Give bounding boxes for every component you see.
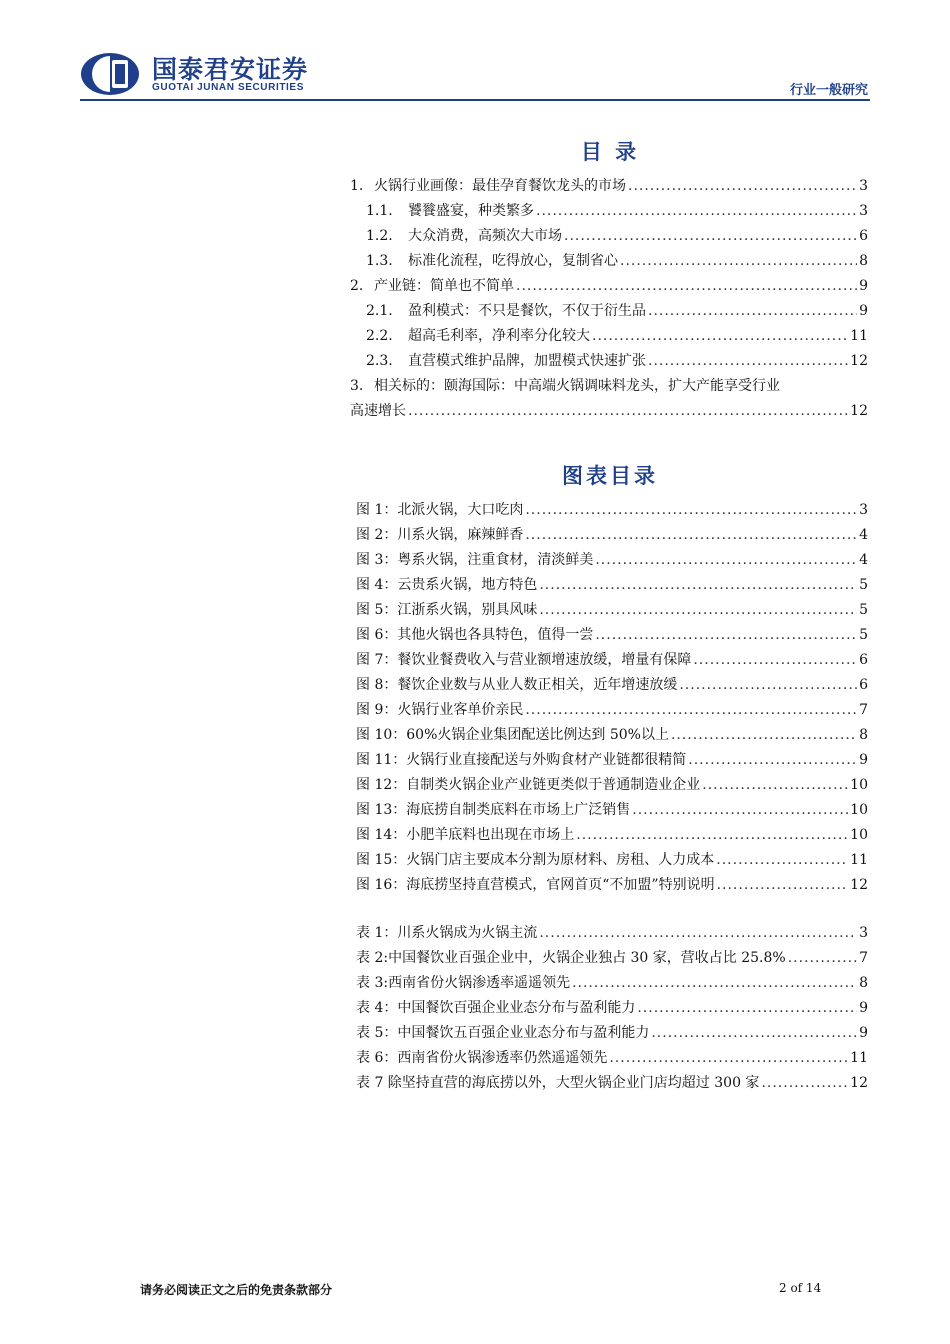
figure-entry-page: 10 xyxy=(850,802,868,818)
figure-entry-page: 6 xyxy=(859,652,868,668)
figure-entry-label: 图 9：火锅行业客单价亲民 xyxy=(356,702,524,718)
toc-entry[interactable] xyxy=(350,174,868,199)
figure-entry[interactable] xyxy=(356,573,868,598)
figure-entry-label: 图 7：餐饮业餐费收入与营业额增速放缓，增量有保障 xyxy=(356,652,692,668)
figure-entry[interactable] xyxy=(356,873,868,898)
table-entry-page: 8 xyxy=(859,975,868,991)
leader-dots xyxy=(628,174,857,199)
figures-index-title: 图表目录 xyxy=(562,464,658,488)
toc-entry-number: 2.1. xyxy=(366,303,393,319)
leader-dots xyxy=(595,623,857,648)
leader-dots xyxy=(609,1046,848,1071)
leader-dots xyxy=(536,199,857,224)
toc-entry[interactable] xyxy=(350,299,868,324)
toc-entry-number: 1.3. xyxy=(366,253,393,269)
toc-entry-label: 相关标的：颐海国际：中高端火锅调味料龙头，扩大产能享受行业 xyxy=(374,378,780,394)
toc-entry-page: 9 xyxy=(859,278,868,294)
page-header xyxy=(0,0,950,100)
table-entry-label: 表 5：中国餐饮五百强企业业态分布与盈利能力 xyxy=(356,1025,650,1041)
leader-dots xyxy=(761,1071,848,1096)
leader-dots xyxy=(592,324,848,349)
table-entry[interactable] xyxy=(356,971,868,996)
figure-entry-page: 12 xyxy=(850,877,868,893)
leader-dots xyxy=(671,723,857,748)
leader-dots xyxy=(688,748,857,773)
toc-entry-page: 12 xyxy=(850,353,868,369)
figure-entry-page: 11 xyxy=(850,852,868,868)
figure-entry-label: 图 12：自制类火锅企业产业链更类似于普通制造业企业 xyxy=(356,777,701,793)
figure-entry-label: 图 4：云贵系火锅，地方特色 xyxy=(356,577,538,593)
toc-entry-label: 盈利模式：不只是餐饮，不仅于衍生品 xyxy=(408,303,646,319)
figure-entry-label: 图 16：海底捞坚持直营模式，官网首页“不加盟”特别说明 xyxy=(356,877,715,893)
figure-entry[interactable] xyxy=(356,523,868,548)
leader-dots xyxy=(632,798,848,823)
figure-entry-label: 图 11：火锅行业直接配送与外购食材产业链都很精简 xyxy=(356,752,687,768)
figure-entry-page: 10 xyxy=(850,827,868,843)
figure-entry-page: 5 xyxy=(859,577,868,593)
table-entry-label: 表 2:中国餐饮业百强企业中，火锅企业独占 30 家，营收占比 25.8% xyxy=(356,950,786,966)
figure-entry[interactable] xyxy=(356,773,868,798)
leader-dots xyxy=(702,773,848,798)
figure-entry-page: 7 xyxy=(859,702,868,718)
disclaimer-note: 请务必阅读正文之后的免责条款部分 xyxy=(140,1283,333,1297)
figure-entry-page: 3 xyxy=(859,502,868,518)
toc-entry-number: 2.2. xyxy=(366,328,393,344)
table-entry-page: 9 xyxy=(859,1025,868,1041)
toc-entry-page: 12 xyxy=(850,403,868,419)
table-entry[interactable] xyxy=(356,1071,868,1096)
table-entry-page: 12 xyxy=(850,1075,868,1091)
toc-entry-number: 2.3. xyxy=(366,353,393,369)
figure-entry-page: 4 xyxy=(859,552,868,568)
table-of-contents xyxy=(350,174,868,424)
leader-dots xyxy=(539,598,857,623)
toc-entry-page: 11 xyxy=(850,328,868,344)
figure-entry[interactable] xyxy=(356,648,868,673)
table-entry[interactable] xyxy=(356,996,868,1021)
leader-dots xyxy=(408,399,848,424)
leader-dots xyxy=(572,971,857,996)
figure-entry[interactable] xyxy=(356,798,868,823)
figure-entry-page: 4 xyxy=(859,527,868,543)
toc-entry-label: 标准化流程，吃得放心，复制省心 xyxy=(408,253,618,269)
tables-index xyxy=(356,921,868,1096)
figure-entry-label: 图 1：北派火锅，大口吃肉 xyxy=(356,502,524,518)
toc-entry-number: 1.1. xyxy=(366,203,393,219)
leader-dots xyxy=(716,848,848,873)
figure-entry-label: 图 5：江浙系火锅，别具风味 xyxy=(356,602,538,618)
figure-entry-page: 5 xyxy=(859,627,868,643)
toc-entry-page: 9 xyxy=(859,303,868,319)
figure-entry-page: 8 xyxy=(859,727,868,743)
toc-entry-label-cont: 高速增长 xyxy=(350,403,406,419)
table-entry-label: 表 7 除坚持直营的海底捞以外，大型火锅企业门店均超过 300 家 xyxy=(356,1075,760,1091)
leader-dots xyxy=(648,299,857,324)
figure-entry[interactable] xyxy=(356,548,868,573)
figure-entry-label: 图 3：粤系火锅，注重食材，清淡鲜美 xyxy=(356,552,594,568)
figure-entry-label: 图 15：火锅门店主要成本分割为原材料、房租、人力成本 xyxy=(356,852,715,868)
table-entry-page: 7 xyxy=(859,950,868,966)
company-name-cn: 国泰君安证券 xyxy=(152,55,309,84)
leader-dots xyxy=(516,274,857,299)
figure-entry[interactable] xyxy=(356,623,868,648)
toc-entry-page: 3 xyxy=(859,203,868,219)
figure-entry[interactable] xyxy=(356,673,868,698)
table-entry-label: 表 1：川系火锅成为火锅主流 xyxy=(356,925,538,941)
table-entry-label: 表 4：中国餐饮百强企业业态分布与盈利能力 xyxy=(356,1000,636,1016)
toc-entry-number: 3. xyxy=(350,378,364,394)
toc-entry[interactable] xyxy=(350,324,868,349)
figure-entry-label: 图 6：其他火锅也各具特色，值得一尝 xyxy=(356,627,594,643)
guotai-junan-logo-icon xyxy=(80,52,140,96)
figure-entry-page: 6 xyxy=(859,677,868,693)
figure-entry-page: 10 xyxy=(850,777,868,793)
figure-entry-page: 9 xyxy=(859,752,868,768)
toc-entry[interactable] xyxy=(350,349,868,374)
toc-entry[interactable] xyxy=(350,199,868,224)
figure-entry-label: 图 10：60%火锅企业集团配送比例达到 50%以上 xyxy=(356,727,669,743)
figure-entry[interactable] xyxy=(356,748,868,773)
table-entry[interactable] xyxy=(356,1021,868,1046)
toc-entry[interactable] xyxy=(350,224,868,249)
figure-entry[interactable] xyxy=(356,498,868,523)
leader-dots xyxy=(539,921,857,946)
toc-entry-number: 1. xyxy=(350,178,364,194)
leader-dots xyxy=(679,673,857,698)
figure-entry[interactable] xyxy=(356,598,868,623)
toc-entry-number: 2. xyxy=(350,278,364,294)
leader-dots xyxy=(717,873,849,898)
page-number: 2 of 14 xyxy=(779,1281,822,1295)
toc-entry-page: 6 xyxy=(859,228,868,244)
toc-entry-label: 火锅行业画像：最佳孕育餐饮龙头的市场 xyxy=(374,178,626,194)
toc-entry-label: 直营模式维护品牌，加盟模式快速扩张 xyxy=(408,353,646,369)
toc-title: 目 录 xyxy=(580,140,640,164)
toc-entry-label: 大众消费，高频次大市场 xyxy=(408,228,562,244)
toc-entry-label: 产业链：简单也不简单 xyxy=(374,278,514,294)
leader-dots xyxy=(595,548,857,573)
figure-entry-label: 图 8：餐饮企业数与从业人数正相关，近年增速放缓 xyxy=(356,677,678,693)
toc-entry[interactable] xyxy=(350,274,868,299)
company-name-en: GUOTAI JUNAN SECURITIES xyxy=(152,82,304,93)
leader-dots xyxy=(525,698,857,723)
table-entry-page: 11 xyxy=(850,1050,868,1066)
toc-entry-number: 1.2. xyxy=(366,228,393,244)
figure-entry[interactable] xyxy=(356,823,868,848)
table-entry[interactable] xyxy=(356,1046,868,1071)
header-divider xyxy=(80,99,870,101)
toc-entry[interactable] xyxy=(350,249,868,274)
figure-entry[interactable] xyxy=(356,723,868,748)
leader-dots xyxy=(693,648,857,673)
leader-dots xyxy=(539,573,857,598)
toc-entry-label: 饕餮盛宴，种类繁多 xyxy=(408,203,534,219)
table-entry-page: 9 xyxy=(859,1000,868,1016)
leader-dots xyxy=(525,523,857,548)
figure-entry[interactable] xyxy=(356,698,868,723)
leader-dots xyxy=(576,823,848,848)
figure-entry-label: 图 2：川系火锅，麻辣鲜香 xyxy=(356,527,524,543)
figure-entry[interactable] xyxy=(356,848,868,873)
leader-dots xyxy=(637,996,857,1021)
leader-dots xyxy=(651,1021,857,1046)
figures-index xyxy=(356,498,868,898)
leader-dots xyxy=(525,498,857,523)
figure-entry-page: 5 xyxy=(859,602,868,618)
figure-entry-label: 图 13：海底捞自制类底料在市场上广泛销售 xyxy=(356,802,631,818)
leader-dots xyxy=(564,224,857,249)
leader-dots xyxy=(620,249,857,274)
toc-entry[interactable] xyxy=(350,374,868,424)
toc-entry-page: 3 xyxy=(859,178,868,194)
table-entry-label: 表 6：西南省份火锅渗透率仍然遥遥领先 xyxy=(356,1050,608,1066)
report-type-label: 行业一般研究 xyxy=(789,83,868,98)
leader-dots xyxy=(648,349,848,374)
figure-entry-label: 图 14：小肥羊底料也出现在市场上 xyxy=(356,827,575,843)
table-entry[interactable] xyxy=(356,946,868,971)
table-entry-label: 表 3:西南省份火锅渗透率遥遥领先 xyxy=(356,975,571,991)
table-entry[interactable] xyxy=(356,921,868,946)
leader-dots xyxy=(788,946,857,971)
toc-entry-page: 8 xyxy=(859,253,868,269)
toc-entry-label: 超高毛利率，净利率分化较大 xyxy=(408,328,590,344)
table-entry-page: 3 xyxy=(859,925,868,941)
